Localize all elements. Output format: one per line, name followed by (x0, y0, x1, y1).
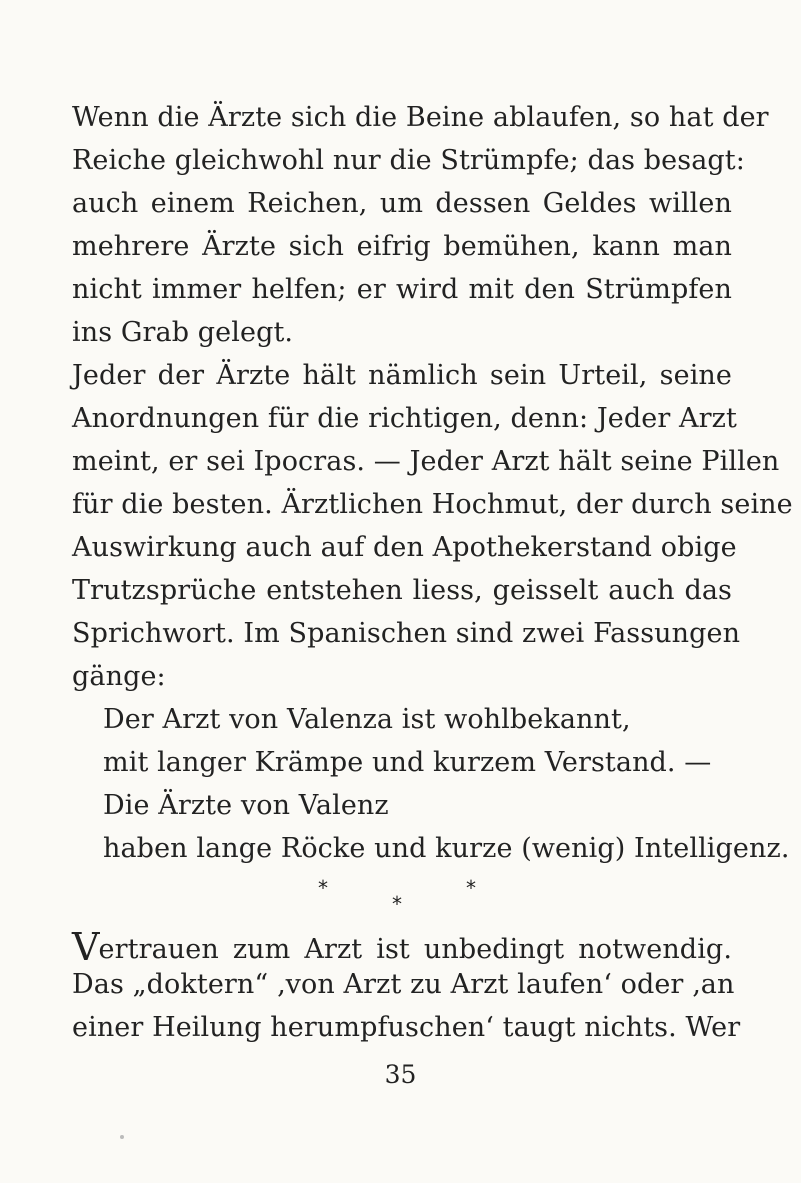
asterisk: * (318, 876, 328, 900)
text-fragment: ertrauen zum Arzt ist unbedingt notwendig. (98, 934, 732, 965)
text-line: Trutzsprüche entstehen liess, geisselt auch das (72, 575, 732, 606)
text-line: für die besten. Ärztlichen Hochmut, der durch seine (72, 489, 793, 520)
text-line: meint, er sei Ipocras. — Jeder Arzt hält seine Pillen (72, 446, 780, 477)
asterisk: * (466, 876, 476, 900)
text-line-dropcap (72, 925, 732, 969)
text-line: Das „doktern“ ‚von Arzt zu Arzt laufen‘ oder ‚an (72, 969, 735, 1000)
text-line: nicht immer helfen; er wird mit den Strümpfen (72, 274, 732, 305)
verse-line: Die Ärzte von Valenz (103, 790, 389, 821)
text-line: einer Heilung herumpfuschen‘ taugt nichts. Wer (72, 1012, 741, 1043)
text-line: mehrere Ärzte sich eifrig bemühen, kann man (72, 231, 732, 262)
section-separator (0, 878, 801, 918)
text-line: Sprichwort. Im Spanischen sind zwei Fassungen (72, 618, 741, 649)
text-line: Jeder der Ärzte hält nämlich sein Urteil, seine (72, 360, 732, 391)
text-line: gänge: (72, 661, 166, 692)
text-line: Auswirkung auch auf den Apothekerstand obige (72, 532, 737, 563)
verse-line: mit langer Krämpe und kurzem Verstand. — (103, 747, 712, 778)
text-line: Anordnungen für die richtigen, denn: Jeder Arzt (72, 403, 737, 434)
text-line: ins Grab gelegt. (72, 317, 294, 348)
verse-line: Der Arzt von Valenza ist wohlbekannt, (103, 704, 631, 735)
asterisk: * (392, 892, 402, 916)
drop-cap: V (72, 925, 100, 969)
text-line: Wenn die Ärzte sich die Beine ablaufen, so hat der (72, 102, 769, 133)
paper-speck (120, 1135, 124, 1139)
text-line: Reiche gleichwohl nur die Strümpfe; das besagt: (72, 145, 745, 176)
page-number: 35 (384, 1060, 417, 1089)
text-line: auch einem Reichen, um dessen Geldes willen (72, 188, 732, 219)
verse-line: haben lange Röcke und kurze (wenig) Intelligenz. (103, 833, 790, 864)
